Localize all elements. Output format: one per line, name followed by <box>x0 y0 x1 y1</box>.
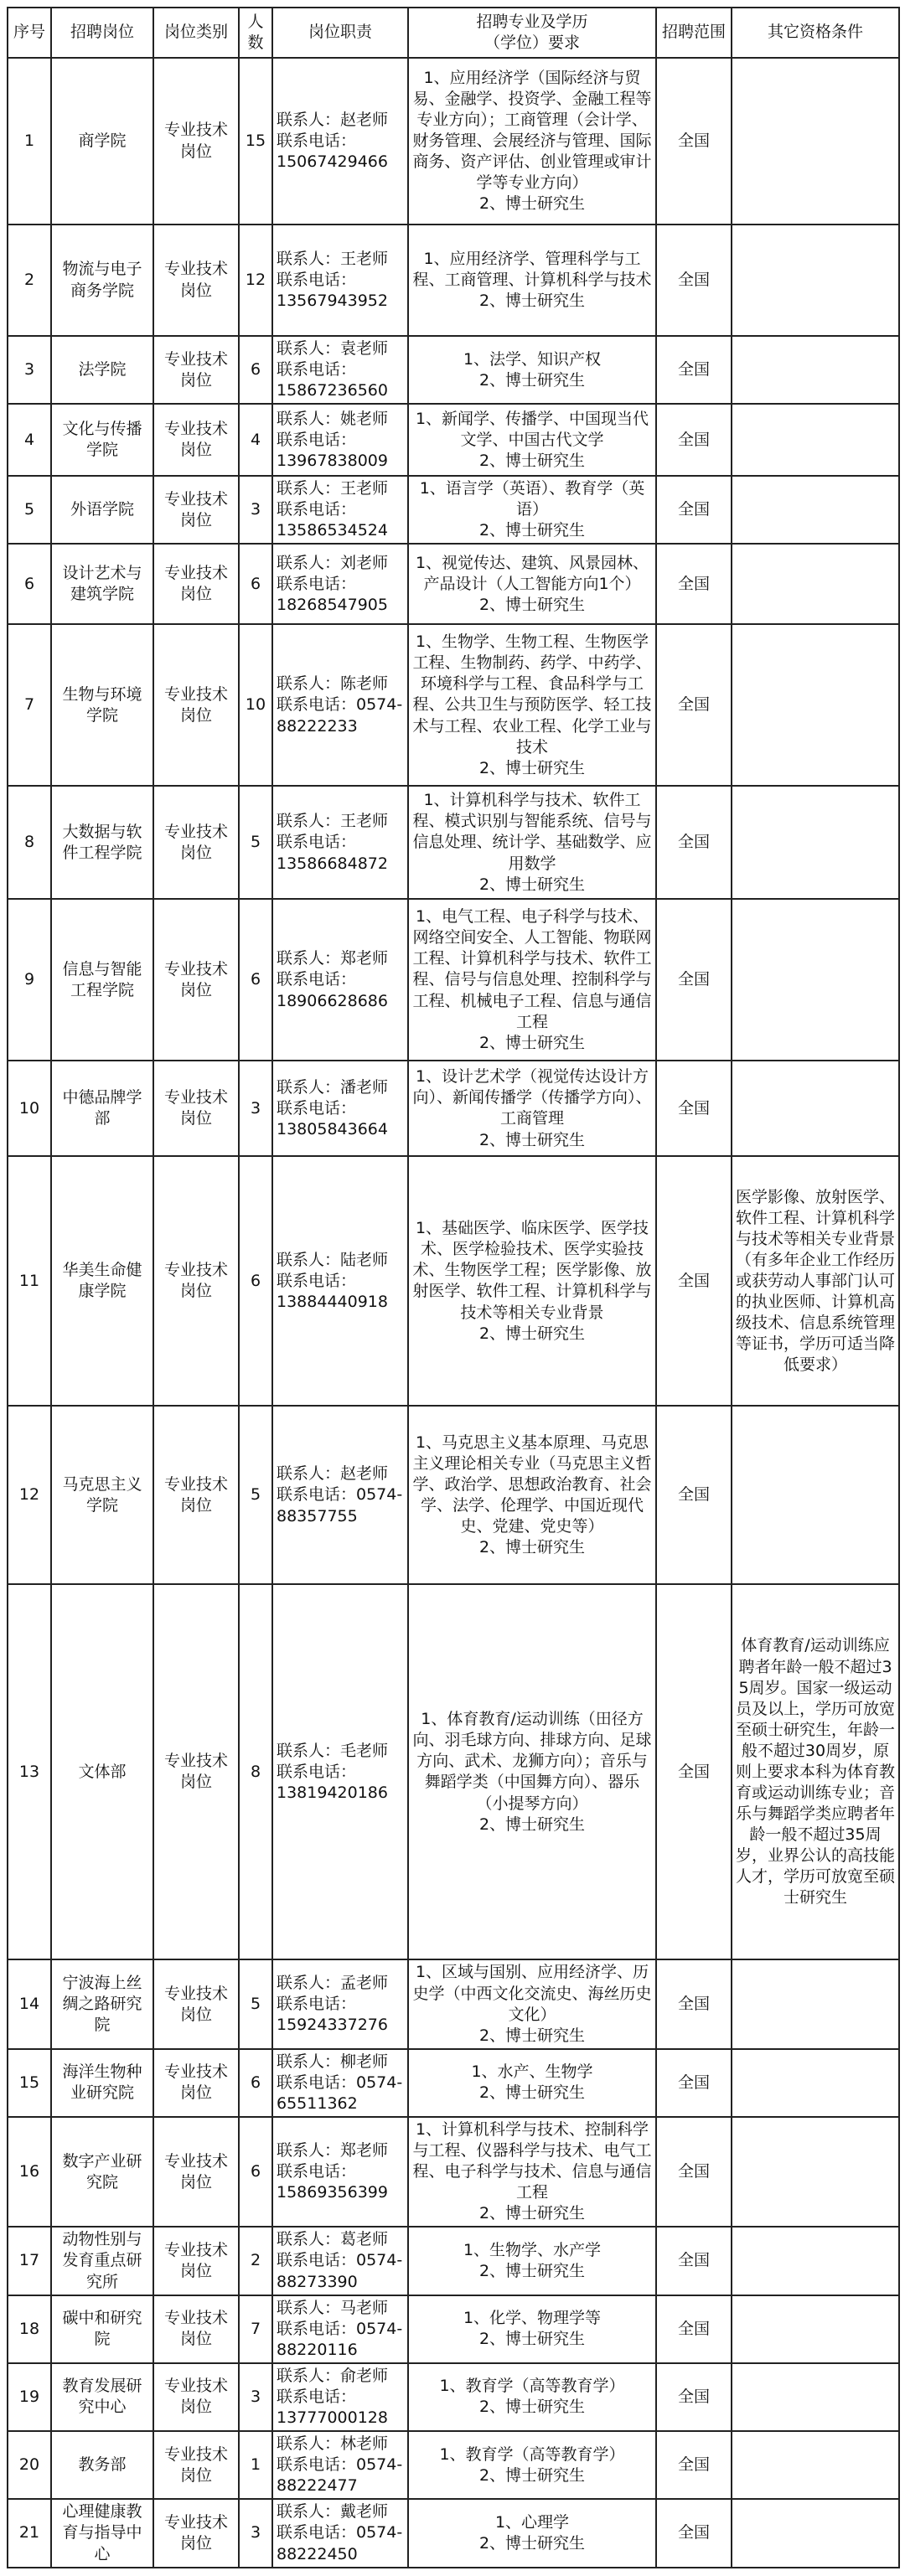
cell-count: 5 <box>239 1959 272 2048</box>
cell-count: 6 <box>239 2117 272 2227</box>
cell-count: 7 <box>239 2295 272 2363</box>
table-row <box>8 404 899 476</box>
cell-no: 19 <box>8 2363 51 2431</box>
cell-other: 医学影像、放射医学、软件工程、计算机科学与技术等相关专业背景（有多年企业工作经历或获劳动人事部门认可的执业医师、计算机高级技术、信息系统管理等证书，学历可适当降低要求） <box>732 1156 899 1406</box>
cell-count: 1 <box>239 2431 272 2499</box>
cell-contact: 联系人：俞老师 联系电话： 13777000128 <box>272 2363 408 2431</box>
cell-count: 10 <box>239 624 272 786</box>
cell-scope: 全国 <box>656 786 732 899</box>
cell-requirements: 1、马克思主义基本原理、马克思主义理论相关专业（马克思主义哲学、政治学、思想政治教育、社会学、法学、伦理学、中国近现代史、党建、党史等） 2、博士研究生 <box>408 1406 656 1584</box>
cell-category: 专业技术 岗位 <box>153 1156 239 1406</box>
cell-contact: 联系人：葛老师 联系电话：0574- 88273390 <box>272 2227 408 2295</box>
cell-post: 华美生命健 康学院 <box>51 1156 153 1406</box>
cell-count: 6 <box>239 2049 272 2117</box>
cell-other <box>732 404 899 476</box>
cell-other <box>732 2363 899 2431</box>
cell-other <box>732 476 899 544</box>
recruitment-table <box>7 7 900 2568</box>
cell-post: 马克思主义 学院 <box>51 1406 153 1584</box>
cell-other: 体育教育/运动训练应聘者年龄一般不超过35周岁。国家一级运动员及以上，学历可放宽至硕士研究生，年龄一般不超过30周岁，原则上要求本科为体育教育或运动训练专业；音乐与舞蹈学类应聘者年龄一般不超过35周岁，业界公认的高技能人才，学历可放宽至硕士研究生 <box>732 1584 899 1959</box>
table-row <box>8 1156 899 1406</box>
cell-requirements: 1、教育学（高等教育学） 2、博士研究生 <box>408 2431 656 2499</box>
cell-category: 专业技术 岗位 <box>153 544 239 624</box>
cell-other <box>732 58 899 225</box>
cell-no: 18 <box>8 2295 51 2363</box>
cell-scope: 全国 <box>656 225 732 336</box>
table-row <box>8 58 899 225</box>
cell-post: 法学院 <box>51 336 153 404</box>
cell-no: 17 <box>8 2227 51 2295</box>
cell-contact: 联系人：戴老师 联系电话：0574- 88222450 <box>272 2499 408 2567</box>
cell-no: 5 <box>8 476 51 544</box>
table-row <box>8 1959 899 2048</box>
cell-contact: 联系人：孟老师 联系电话： 15924337276 <box>272 1959 408 2048</box>
cell-requirements: 1、设计艺术学（视觉传达设计方向）、新闻传播学（传播学方向）、工商管理 2、博士研究生 <box>408 1061 656 1156</box>
cell-scope: 全国 <box>656 476 732 544</box>
table-row <box>8 2499 899 2567</box>
table-row <box>8 2227 899 2295</box>
cell-category: 专业技术 岗位 <box>153 2295 239 2363</box>
cell-contact: 联系人：陆老师 联系电话： 13884440918 <box>272 1156 408 1406</box>
cell-count: 6 <box>239 336 272 404</box>
cell-post: 文体部 <box>51 1584 153 1959</box>
cell-no: 12 <box>8 1406 51 1584</box>
cell-scope: 全国 <box>656 899 732 1061</box>
cell-contact: 联系人：王老师 联系电话： 13567943952 <box>272 225 408 336</box>
cell-post: 信息与智能 工程学院 <box>51 899 153 1061</box>
cell-other <box>732 2227 899 2295</box>
cell-scope: 全国 <box>656 2227 732 2295</box>
cell-scope: 全国 <box>656 1959 732 2048</box>
table-row <box>8 2363 899 2431</box>
cell-contact: 联系人：柳老师 联系电话：0574- 65511362 <box>272 2049 408 2117</box>
cell-category: 专业技术 岗位 <box>153 2431 239 2499</box>
cell-other <box>732 2431 899 2499</box>
cell-no: 3 <box>8 336 51 404</box>
cell-category: 专业技术 岗位 <box>153 225 239 336</box>
cell-scope: 全国 <box>656 2295 732 2363</box>
cell-other <box>732 1406 899 1584</box>
cell-other <box>732 2499 899 2567</box>
cell-scope: 全国 <box>656 2431 732 2499</box>
cell-category: 专业技术 岗位 <box>153 2117 239 2227</box>
cell-count: 2 <box>239 2227 272 2295</box>
table-row <box>8 786 899 899</box>
cell-scope: 全国 <box>656 2049 732 2117</box>
cell-contact: 联系人：林老师 联系电话：0574- 88222477 <box>272 2431 408 2499</box>
cell-no: 1 <box>8 58 51 225</box>
cell-count: 12 <box>239 225 272 336</box>
cell-no: 16 <box>8 2117 51 2227</box>
cell-scope: 全国 <box>656 58 732 225</box>
cell-contact: 联系人：王老师 联系电话： 13586534524 <box>272 476 408 544</box>
cell-no: 20 <box>8 2431 51 2499</box>
cell-post: 文化与传播 学院 <box>51 404 153 476</box>
table-row <box>8 1406 899 1584</box>
cell-no: 15 <box>8 2049 51 2117</box>
cell-requirements: 1、区域与国别、应用经济学、历史学（中西文化交流史、海丝历史文化） 2、博士研究生 <box>408 1959 656 2048</box>
cell-contact: 联系人：毛老师 联系电话： 13819420186 <box>272 1584 408 1959</box>
cell-scope: 全国 <box>656 1406 732 1584</box>
cell-no: 4 <box>8 404 51 476</box>
cell-contact: 联系人：袁老师 联系电话： 15867236560 <box>272 336 408 404</box>
table-row <box>8 624 899 786</box>
cell-post: 生物与环境 学院 <box>51 624 153 786</box>
cell-other <box>732 544 899 624</box>
cell-post: 数字产业研 究院 <box>51 2117 153 2227</box>
cell-post: 大数据与软 件工程学院 <box>51 786 153 899</box>
table-row <box>8 476 899 544</box>
cell-scope: 全国 <box>656 1061 732 1156</box>
cell-category: 专业技术 岗位 <box>153 1959 239 2048</box>
cell-other <box>732 624 899 786</box>
cell-requirements: 1、生物学、水产学 2、博士研究生 <box>408 2227 656 2295</box>
cell-contact: 联系人：赵老师 联系电话： 15067429466 <box>272 58 408 225</box>
table-row <box>8 1061 899 1156</box>
cell-post: 商学院 <box>51 58 153 225</box>
cell-no: 14 <box>8 1959 51 2048</box>
table-row <box>8 225 899 336</box>
cell-category: 专业技术 岗位 <box>153 2363 239 2431</box>
cell-requirements: 1、化学、物理学等 2、博士研究生 <box>408 2295 656 2363</box>
cell-count: 3 <box>239 476 272 544</box>
cell-count: 6 <box>239 899 272 1061</box>
cell-no: 7 <box>8 624 51 786</box>
cell-requirements: 1、计算机科学与技术、控制科学与工程、仪器科学与技术、电气工程、电子科学与技术、信息与通信工程 2、博士研究生 <box>408 2117 656 2227</box>
cell-category: 专业技术 岗位 <box>153 58 239 225</box>
cell-scope: 全国 <box>656 336 732 404</box>
cell-contact: 联系人：郑老师 联系电话： 18906628686 <box>272 899 408 1061</box>
cell-no: 2 <box>8 225 51 336</box>
header-scope: 招聘范围 <box>656 8 732 58</box>
cell-count: 3 <box>239 2363 272 2431</box>
cell-post: 教务部 <box>51 2431 153 2499</box>
cell-no: 9 <box>8 899 51 1061</box>
cell-count: 5 <box>239 786 272 899</box>
cell-count: 6 <box>239 1156 272 1406</box>
cell-count: 8 <box>239 1584 272 1959</box>
header-count: 人数 <box>239 8 272 58</box>
cell-count: 6 <box>239 544 272 624</box>
table-row <box>8 544 899 624</box>
cell-requirements: 1、基础医学、临床医学、医学技术、医学检验技术、医学实验技术、生物医学工程；医学影像、放射医学、软件工程、计算机科学与技术等相关专业背景 2、博士研究生 <box>408 1156 656 1406</box>
cell-no: 11 <box>8 1156 51 1406</box>
cell-no: 21 <box>8 2499 51 2567</box>
cell-requirements: 1、语言学（英语）、教育学（英语） 2、博士研究生 <box>408 476 656 544</box>
cell-count: 3 <box>239 1061 272 1156</box>
cell-scope: 全国 <box>656 624 732 786</box>
cell-scope: 全国 <box>656 2117 732 2227</box>
cell-requirements: 1、法学、知识产权 2、博士研究生 <box>408 336 656 404</box>
cell-contact: 联系人：王老师 联系电话： 13586684872 <box>272 786 408 899</box>
cell-post: 外语学院 <box>51 476 153 544</box>
cell-scope: 全国 <box>656 2499 732 2567</box>
table-row <box>8 336 899 404</box>
cell-category: 专业技术 岗位 <box>153 786 239 899</box>
cell-category: 专业技术 岗位 <box>153 1584 239 1959</box>
cell-no: 10 <box>8 1061 51 1156</box>
cell-contact: 联系人：郑老师 联系电话： 15869356399 <box>272 2117 408 2227</box>
cell-other <box>732 336 899 404</box>
cell-requirements: 1、计算机科学与技术、软件工程、模式识别与智能系统、信号与信息处理、统计学、基础数学、应用数学 2、博士研究生 <box>408 786 656 899</box>
cell-contact: 联系人：姚老师 联系电话： 13967838009 <box>272 404 408 476</box>
cell-no: 13 <box>8 1584 51 1959</box>
table-row <box>8 2049 899 2117</box>
cell-category: 专业技术 岗位 <box>153 1406 239 1584</box>
cell-requirements: 1、新闻学、传播学、中国现当代文学、中国古代文学 2、博士研究生 <box>408 404 656 476</box>
table-row <box>8 2117 899 2227</box>
cell-no: 6 <box>8 544 51 624</box>
cell-scope: 全国 <box>656 1156 732 1406</box>
table-row <box>8 1584 899 1959</box>
cell-other <box>732 899 899 1061</box>
cell-post: 碳中和研究 院 <box>51 2295 153 2363</box>
cell-post: 心理健康教 育与指导中 心 <box>51 2499 153 2567</box>
header-requirements: 招聘专业及学历 （学位）要求 <box>408 8 656 58</box>
cell-count: 3 <box>239 2499 272 2567</box>
header-row <box>8 8 899 58</box>
cell-category: 专业技术 岗位 <box>153 404 239 476</box>
cell-post: 教育发展研 究中心 <box>51 2363 153 2431</box>
cell-count: 15 <box>239 58 272 225</box>
table-body <box>8 58 899 2568</box>
cell-requirements: 1、体育教育/运动训练（田径方向、羽毛球方向、排球方向、足球方向、武术、龙狮方向）；音乐与舞蹈学类（中国舞方向）、器乐（小提琴方向） 2、博士研究生 <box>408 1584 656 1959</box>
header-other: 其它资格条件 <box>732 8 899 58</box>
cell-category: 专业技术 岗位 <box>153 899 239 1061</box>
cell-other <box>732 1959 899 2048</box>
cell-other <box>732 786 899 899</box>
cell-post: 宁波海上丝 绸之路研究 院 <box>51 1959 153 2048</box>
cell-requirements: 1、电气工程、电子科学与技术、网络空间安全、人工智能、物联网工程、计算机科学与技术、软件工程、信号与信息处理、控制科学与工程、机械电子工程、信息与通信工程 2、博士研究生 <box>408 899 656 1061</box>
cell-other <box>732 2117 899 2227</box>
cell-post: 动物性别与 发育重点研 究所 <box>51 2227 153 2295</box>
cell-count: 4 <box>239 404 272 476</box>
cell-contact: 联系人：陈老师 联系电话：0574- 88222233 <box>272 624 408 786</box>
cell-contact: 联系人：刘老师 联系电话： 18268547905 <box>272 544 408 624</box>
cell-requirements: 1、水产、生物学 2、博士研究生 <box>408 2049 656 2117</box>
recruitment-table-container <box>7 7 898 2568</box>
cell-count: 5 <box>239 1406 272 1584</box>
cell-category: 专业技术 岗位 <box>153 2499 239 2567</box>
cell-other <box>732 1061 899 1156</box>
cell-no: 8 <box>8 786 51 899</box>
cell-post: 海洋生物种 业研究院 <box>51 2049 153 2117</box>
cell-post: 中德品牌学 部 <box>51 1061 153 1156</box>
cell-requirements: 1、视觉传达、建筑、风景园林、产品设计（人工智能方向1个） 2、博士研究生 <box>408 544 656 624</box>
cell-category: 专业技术 岗位 <box>153 2049 239 2117</box>
header-category: 岗位类别 <box>153 8 239 58</box>
cell-scope: 全国 <box>656 2363 732 2431</box>
header-post: 招聘岗位 <box>51 8 153 58</box>
header-duty: 岗位职责 <box>272 8 408 58</box>
cell-scope: 全国 <box>656 404 732 476</box>
cell-requirements: 1、应用经济学、管理科学与工程、工商管理、计算机科学与技术 2、博士研究生 <box>408 225 656 336</box>
cell-post: 设计艺术与 建筑学院 <box>51 544 153 624</box>
cell-contact: 联系人：马老师 联系电话：0574- 88220116 <box>272 2295 408 2363</box>
header-no: 序号 <box>8 8 51 58</box>
cell-post: 物流与电子 商务学院 <box>51 225 153 336</box>
cell-other <box>732 225 899 336</box>
cell-other <box>732 2049 899 2117</box>
cell-requirements: 1、心理学 2、博士研究生 <box>408 2499 656 2567</box>
cell-category: 专业技术 岗位 <box>153 336 239 404</box>
cell-contact: 联系人：赵老师 联系电话：0574- 88357755 <box>272 1406 408 1584</box>
cell-requirements: 1、教育学（高等教育学） 2、博士研究生 <box>408 2363 656 2431</box>
table-row <box>8 899 899 1061</box>
cell-other <box>732 2295 899 2363</box>
cell-category: 专业技术 岗位 <box>153 2227 239 2295</box>
cell-scope: 全国 <box>656 1584 732 1959</box>
cell-category: 专业技术 岗位 <box>153 1061 239 1156</box>
cell-requirements: 1、生物学、生物工程、生物医学工程、生物制药、药学、中药学、环境科学与工程、食品科学与工程、公共卫生与预防医学、轻工技术与工程、农业工程、化学工业与技术 2、博士研究生 <box>408 624 656 786</box>
cell-category: 专业技术 岗位 <box>153 624 239 786</box>
cell-category: 专业技术 岗位 <box>153 476 239 544</box>
table-row <box>8 2431 899 2499</box>
table-row <box>8 2295 899 2363</box>
cell-requirements: 1、应用经济学（国际经济与贸易、金融学、投资学、金融工程等专业方向）；工商管理（会计学、财务管理、会展经济与管理、国际商务、资产评估、创业管理或审计学等专业方向） 2、博士研究生 <box>408 58 656 225</box>
cell-contact: 联系人：潘老师 联系电话： 13805843664 <box>272 1061 408 1156</box>
cell-scope: 全国 <box>656 544 732 624</box>
